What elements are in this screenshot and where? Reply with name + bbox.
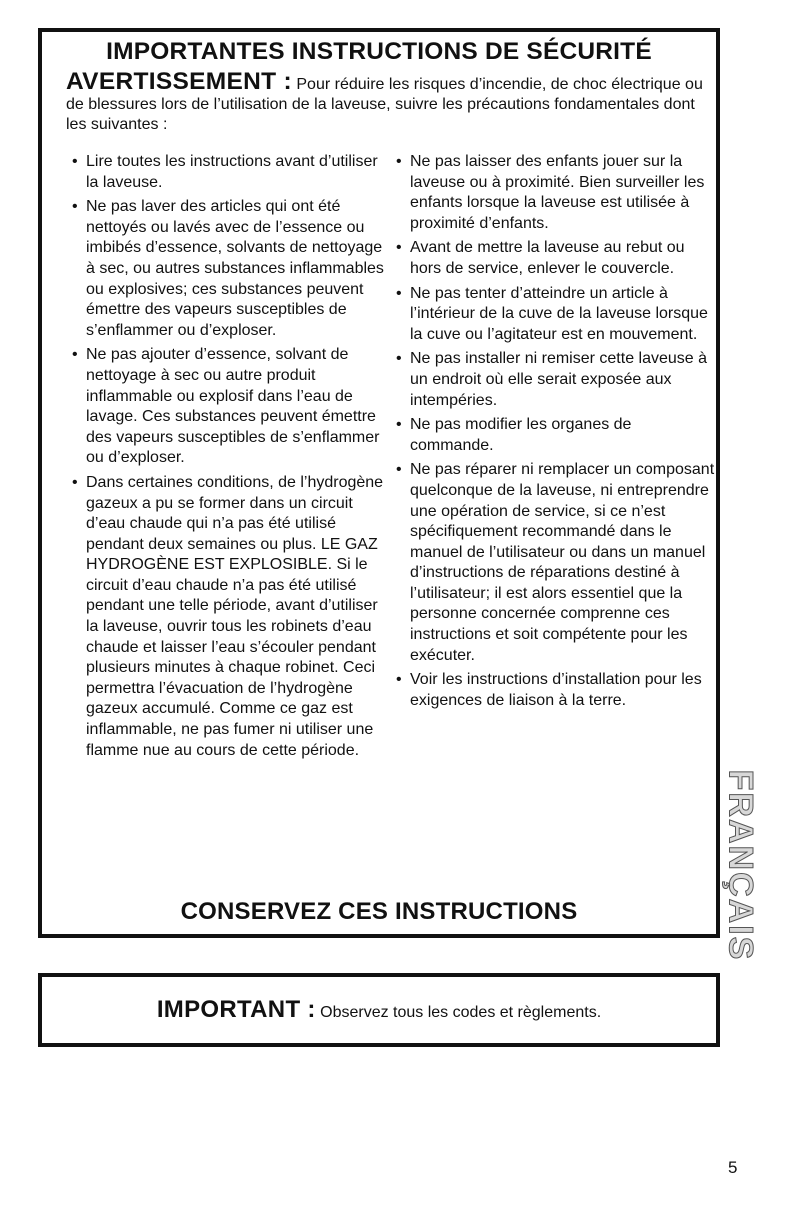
important-box	[38, 973, 720, 1047]
list-item: • Ne pas modifier les organes de commande.	[396, 415, 716, 456]
warning-paragraph	[66, 68, 706, 135]
right-instructions-list	[396, 152, 716, 715]
conserve-heading: CONSERVEZ CES INSTRUCTIONS	[180, 898, 578, 925]
page-number: 5	[728, 1158, 738, 1177]
warning-lead: AVERTISSEMENT :	[66, 68, 292, 95]
page-title: IMPORTANTES INSTRUCTIONS DE SÉCURITÉ	[106, 38, 652, 65]
language-tab-label: FRANÇAIS	[721, 769, 760, 961]
list-item: • Ne pas laisser des enfants jouer sur la laveuse ou à proximité. Bien surveiller les enfants lorsque la laveuse est utilisée à proximité d’enfants.	[396, 152, 716, 234]
important-notice	[42, 997, 716, 1026]
list-item: • Ne pas tenter d’atteindre un article à l’intérieur de la cuve de la laveuse lorsque la cuve ou l’agitateur est en mouvement.	[396, 284, 716, 346]
important-text: Observez tous les codes et règlements.	[320, 1004, 602, 1021]
language-tab	[718, 750, 762, 980]
important-lead: IMPORTANT :	[156, 996, 316, 1023]
list-item: • Ne pas réparer ni remplacer un composant quelconque de la laveuse, ni entreprendre une opération de service, si ce n’est spécifiquement recommandé dans le manuel de l’utilisateur ou dans un manuel d’instructions de réparations destiné à l’utilisateur; il est alors essentiel que la personne concernée comprenne ces instructions et soit compétente pour les exécuter.	[396, 460, 716, 666]
list-item: • Dans certaines conditions, de l’hydrogène gazeux a pu se former dans un circuit d’eau chaude qui n’a pas été utilisé pendant deux semaines ou plus. LE GAZ HYDROGÈNE EST EXPLOSIBLE. Si le circuit d’eau chaude n’a pas été utilisé pendant une telle période, avant d’utiliser la laveuse, ouvrir tous les robinets d’eau chaude et laisser l’eau s’écouler pendant plusieurs minutes à chaque robinet. Ceci permettra l’évacuation de l’hydrogène gazeux accumulé. Comme ce gaz est inflammable, ne pas fumer ni utiliser une flamme nue au cours de cette période.	[72, 473, 384, 761]
list-item: • Ne pas laver des articles qui ont été nettoyés ou lavés avec de l’essence ou imbibés d’essence, solvants de nettoyage à sec, ou autres substances inflammables ou explosives; ces substances peuvent émettre des vapeurs susceptibles de s’enflammer ou d’exploser.	[72, 197, 384, 341]
list-item: • Voir les instructions d’installation pour les exigences de liaison à la terre.	[396, 670, 716, 711]
left-instructions-list	[72, 152, 384, 765]
list-item: • Lire toutes les instructions avant d’utiliser la laveuse.	[72, 152, 384, 193]
warning-text: Pour réduire les risques d’incendie, de choc électrique ou de blessures lors de l’utilisation de la laveuse, suivre les précautions fondamentales dont les suivantes :	[66, 76, 703, 133]
list-item: • Avant de mettre la laveuse au rebut ou hors de service, enlever le couvercle.	[396, 238, 716, 279]
safety-instructions-box	[38, 28, 720, 938]
list-item: • Ne pas installer ni remiser cette laveuse à un endroit où elle serait exposée aux intempéries.	[396, 349, 716, 411]
list-item: • Ne pas ajouter d’essence, solvant de nettoyage à sec ou autre produit inflammable ou explosif dans l’eau de lavage. Ces substances peuvent émettre des vapeurs susceptibles de s’enflammer ou d’exploser.	[72, 345, 384, 469]
